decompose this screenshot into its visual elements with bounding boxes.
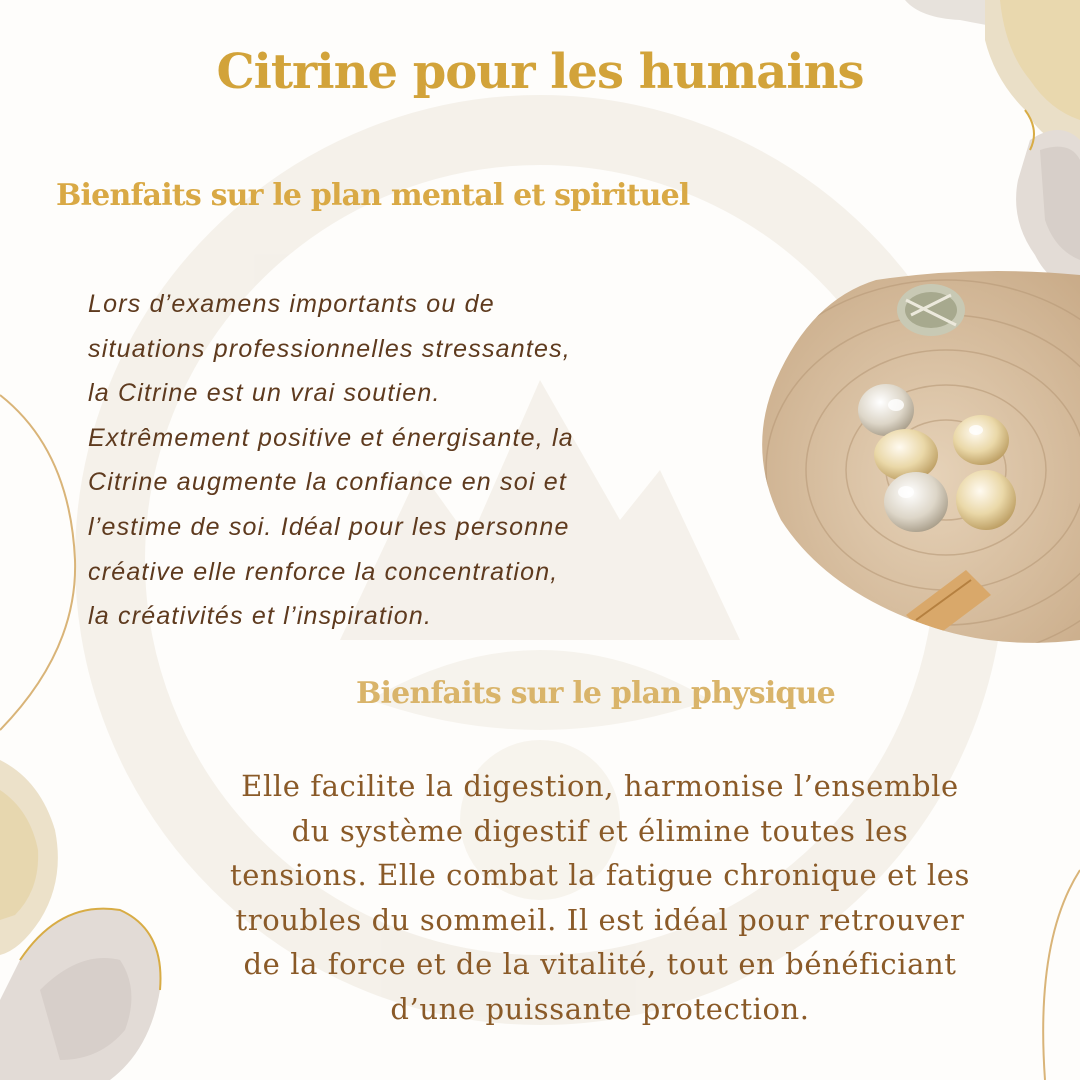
heading-physique: Bienfaits sur le plan physique <box>356 676 835 711</box>
watercolor-bottom-left <box>0 760 161 1080</box>
paragraph-mental-spirituel: Lors d’examens importants ou de situations professionnelles stressantes, la Citrine est un vrai soutien. Extrêmement positive et énergisante, la Citrine augmente la confiance en soi et l’estime de soi. Idéal pour les personne créative elle renforce la concentration, la créativités et l’inspiration. <box>88 290 574 631</box>
page-title: Citrine pour les humains <box>216 44 864 100</box>
gold-line-left <box>0 395 75 730</box>
citrine-stones-photo <box>756 270 1080 646</box>
paragraph-physique: Elle facilite la digestion, harmonise l’ensemble du système digestif et élimine toutes les tensions. Elle combat la fatigue chronique et les troubles du sommeil. Il est idéal pour retrouver de la force et de la vitalité, tout en bénéficiant d’une puissante protection. <box>229 769 971 1026</box>
sage-bundle <box>897 284 965 336</box>
heading-mental-spirituel: Bienfaits sur le plan mental et spirituel <box>56 178 690 213</box>
